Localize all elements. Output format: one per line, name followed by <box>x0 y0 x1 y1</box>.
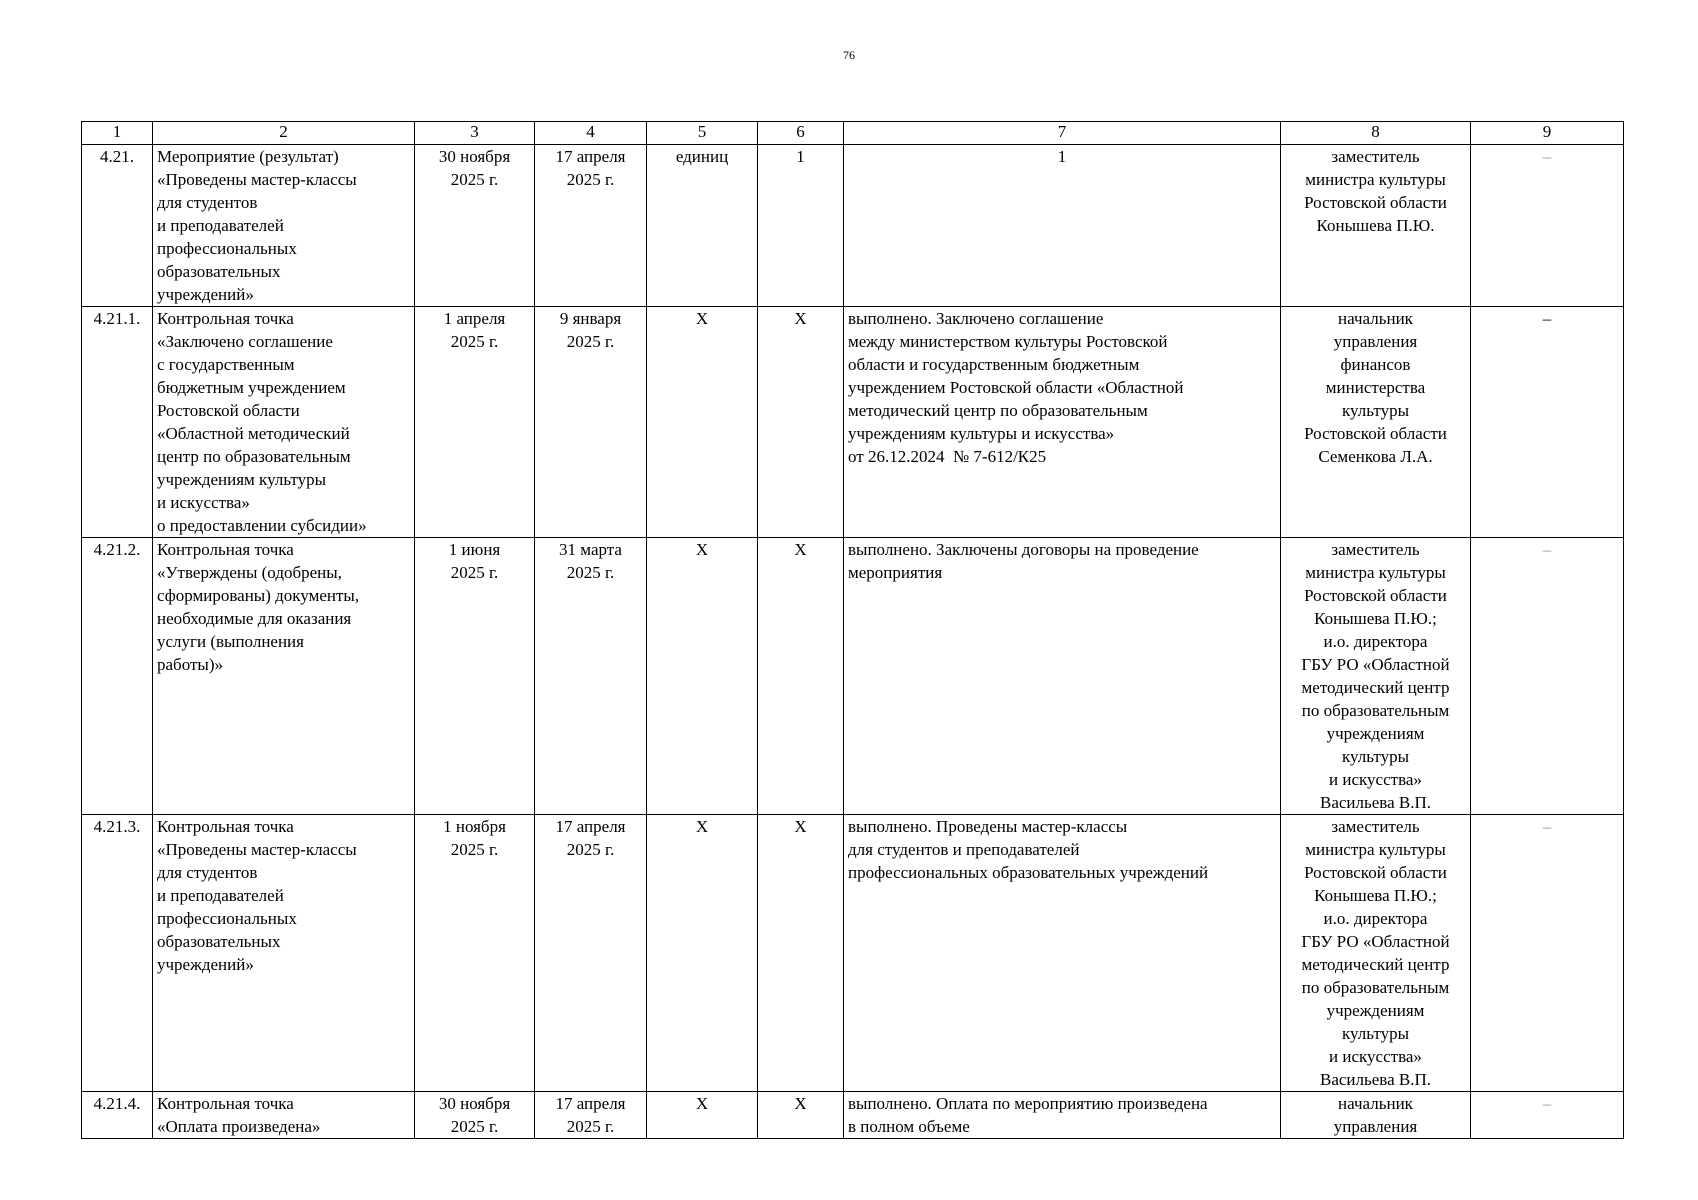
plan-table <box>81 121 1624 1139</box>
text-line: между министерством культуры Ростовской <box>848 332 1168 351</box>
text-line: методический центр <box>1301 678 1450 697</box>
text-line: выполнено. Заключены договоры на проведение <box>848 540 1199 559</box>
text-line: профессиональных образовательных учреждений <box>848 863 1209 882</box>
plan-value-cell: Х <box>758 538 844 815</box>
text-line: учреждением Ростовской области «Областной <box>848 378 1184 397</box>
plan-date-cell <box>415 538 535 815</box>
note-cell: – <box>1471 145 1624 307</box>
fact-cell <box>844 1092 1281 1139</box>
text-line: мероприятия <box>848 563 943 582</box>
text-line: учреждений» <box>157 955 254 974</box>
text-line: 9 января <box>559 309 622 328</box>
text-line: учреждениям <box>1326 724 1425 743</box>
text-line: министра культуры <box>1305 170 1446 189</box>
table-row <box>82 1092 1624 1139</box>
text-line: управления <box>1333 332 1418 351</box>
text-line: по образовательным <box>1301 701 1450 720</box>
text-line: Мероприятие (результат) <box>157 147 339 166</box>
column-header: 8 <box>1281 122 1471 145</box>
plan-date-cell <box>415 815 535 1092</box>
text-line: Семенкова Л.А. <box>1318 447 1433 466</box>
text-line: профессиональных <box>157 239 297 258</box>
text-line: Ростовской области <box>1304 193 1447 212</box>
text-line: ГБУ РО «Областной <box>1301 932 1450 951</box>
text-line: по образовательным <box>1301 978 1450 997</box>
text-line: «Областной методический <box>157 424 350 443</box>
text-line: для студентов и преподавателей <box>848 840 1080 859</box>
text-line: Контрольная точка <box>157 817 294 836</box>
plan-date-cell <box>415 307 535 538</box>
text-line: образовательных <box>157 262 281 281</box>
text-line: 1 <box>1057 147 1067 166</box>
unit-cell: Х <box>647 1092 758 1139</box>
responsible-cell <box>1281 1092 1471 1139</box>
fact-date-cell <box>535 538 647 815</box>
text-line: культуры <box>1342 1024 1409 1043</box>
note-cell: – <box>1471 307 1624 538</box>
text-line: 2025 г. <box>566 170 615 189</box>
text-line: Ростовской области <box>1304 424 1447 443</box>
text-line: учреждениям культуры <box>157 470 327 489</box>
column-header: 9 <box>1471 122 1624 145</box>
text-line: 2025 г. <box>450 840 499 859</box>
table-row <box>82 815 1624 1092</box>
text-line: бюджетным учреждением <box>157 378 346 397</box>
text-line: 1 ноября <box>443 817 506 836</box>
text-line: ГБУ РО «Областной <box>1301 655 1450 674</box>
table-header-row <box>82 122 1624 145</box>
text-line: центр по образовательным <box>157 447 351 466</box>
row-number: 4.21. <box>82 145 153 307</box>
plan-value-cell: Х <box>758 307 844 538</box>
plan-date-cell <box>415 1092 535 1139</box>
text-line: с государственным <box>157 355 295 374</box>
responsible-cell <box>1281 538 1471 815</box>
row-number: 4.21.3. <box>82 815 153 1092</box>
unit-cell: Х <box>647 538 758 815</box>
text-line: от 26.12.2024 № 7-612/К25 <box>848 447 1047 466</box>
text-line: учреждений» <box>157 285 254 304</box>
text-line: Конышева П.Ю. <box>1316 216 1435 235</box>
text-line: учреждениям культуры и искусства» <box>848 424 1115 443</box>
note-cell: – <box>1471 538 1624 815</box>
text-line: 2025 г. <box>450 1117 499 1136</box>
text-line: Ростовской области <box>1304 586 1447 605</box>
row-number: 4.21.4. <box>82 1092 153 1139</box>
text-line: Контрольная точка <box>157 309 294 328</box>
text-line: «Оплата произведена» <box>157 1117 321 1136</box>
column-header: 2 <box>153 122 415 145</box>
column-header: 1 <box>82 122 153 145</box>
responsible-cell <box>1281 815 1471 1092</box>
text-line: «Проведены мастер-классы <box>157 170 357 189</box>
text-line: для студентов <box>157 863 258 882</box>
text-line: сформированы) документы, <box>157 586 360 605</box>
text-line: 1 июня <box>448 540 501 559</box>
plan-date-cell <box>415 145 535 307</box>
text-line: финансов <box>1340 355 1411 374</box>
text-line: 30 ноября <box>438 147 511 166</box>
row-number: 4.21.2. <box>82 538 153 815</box>
text-line: методический центр по образовательным <box>848 401 1148 420</box>
text-line: выполнено. Заключено соглашение <box>848 309 1104 328</box>
text-line: и искусства» <box>1329 770 1422 789</box>
table-row <box>82 145 1624 307</box>
text-line: 30 ноября <box>438 1094 511 1113</box>
text-line: 2025 г. <box>450 563 499 582</box>
text-line: 17 апреля <box>555 1094 626 1113</box>
text-line: «Проведены мастер-классы <box>157 840 357 859</box>
text-line: министра культуры <box>1305 840 1446 859</box>
text-line: выполнено. Оплата по мероприятию произведена <box>848 1094 1208 1113</box>
text-line: 2025 г. <box>450 170 499 189</box>
plan-value-cell: Х <box>758 815 844 1092</box>
event-name-cell <box>153 1092 415 1139</box>
column-header: 5 <box>647 122 758 145</box>
text-line: культуры <box>1342 747 1409 766</box>
text-line: Конышева П.Ю.; <box>1314 886 1437 905</box>
fact-cell <box>844 538 1281 815</box>
text-line: Ростовской области <box>1304 863 1447 882</box>
text-line: и.о. директора <box>1323 632 1428 651</box>
column-header: 7 <box>844 122 1281 145</box>
text-line: методический центр <box>1301 955 1450 974</box>
text-line: заместитель <box>1331 817 1420 836</box>
text-line: и искусства» <box>1329 1047 1422 1066</box>
text-line: необходимые для оказания <box>157 609 352 628</box>
text-line: профессиональных <box>157 909 297 928</box>
plan-value-cell: Х <box>758 1092 844 1139</box>
text-line: начальник <box>1338 309 1413 328</box>
fact-date-cell <box>535 815 647 1092</box>
plan-value-cell: 1 <box>758 145 844 307</box>
text-line: и преподавателей <box>157 886 284 905</box>
text-line: Конышева П.Ю.; <box>1314 609 1437 628</box>
row-number: 4.21.1. <box>82 307 153 538</box>
unit-cell: единиц <box>647 145 758 307</box>
unit-cell: Х <box>647 307 758 538</box>
table-row <box>82 538 1624 815</box>
text-line: Васильева В.П. <box>1319 1070 1432 1089</box>
text-line: и.о. директора <box>1323 909 1428 928</box>
text-line: начальник <box>1338 1094 1413 1113</box>
text-line: министерства <box>1325 378 1426 397</box>
text-line: в полном объеме <box>848 1117 970 1136</box>
text-line: о предоставлении субсидии» <box>157 516 367 535</box>
text-line: Васильева В.П. <box>1319 793 1432 812</box>
text-line: образовательных <box>157 932 281 951</box>
event-name-cell <box>153 815 415 1092</box>
note-cell: – <box>1471 1092 1624 1139</box>
text-line: и искусства» <box>157 493 250 512</box>
text-line: заместитель <box>1331 540 1420 559</box>
text-line: 2025 г. <box>566 563 615 582</box>
text-line: культуры <box>1342 401 1409 420</box>
fact-date-cell <box>535 145 647 307</box>
text-line: учреждениям <box>1326 1001 1425 1020</box>
text-line: области и государственным бюджетным <box>848 355 1140 374</box>
event-name-cell <box>153 307 415 538</box>
text-line: заместитель <box>1331 147 1420 166</box>
text-line: Контрольная точка <box>157 540 294 559</box>
text-line: выполнено. Проведены мастер-классы <box>848 817 1128 836</box>
text-line: Ростовской области <box>157 401 300 420</box>
text-line: «Утверждены (одобрены, <box>157 563 342 582</box>
text-line: 2025 г. <box>566 1117 615 1136</box>
note-cell: – <box>1471 815 1624 1092</box>
text-line: 17 апреля <box>555 147 626 166</box>
page-number: 76 <box>843 48 855 62</box>
text-line: 2025 г. <box>566 840 615 859</box>
text-line: управления <box>1333 1117 1418 1136</box>
column-header: 6 <box>758 122 844 145</box>
text-line: Контрольная точка <box>157 1094 294 1113</box>
unit-cell: Х <box>647 815 758 1092</box>
fact-cell <box>844 307 1281 538</box>
column-header: 3 <box>415 122 535 145</box>
column-header: 4 <box>535 122 647 145</box>
event-name-cell <box>153 145 415 307</box>
text-line: «Заключено соглашение <box>157 332 333 351</box>
text-line: 17 апреля <box>555 817 626 836</box>
fact-cell <box>844 145 1281 307</box>
text-line: 2025 г. <box>450 332 499 351</box>
text-line: 1 апреля <box>443 309 506 328</box>
responsible-cell <box>1281 307 1471 538</box>
text-line: 2025 г. <box>566 332 615 351</box>
text-line: министра культуры <box>1305 563 1446 582</box>
text-line: услуги (выполнения <box>157 632 304 651</box>
text-line: и преподавателей <box>157 216 284 235</box>
fact-date-cell <box>535 1092 647 1139</box>
fact-date-cell <box>535 307 647 538</box>
text-line: для студентов <box>157 193 258 212</box>
responsible-cell <box>1281 145 1471 307</box>
text-line: 31 марта <box>559 540 622 559</box>
text-line: работы)» <box>157 655 223 674</box>
event-name-cell <box>153 538 415 815</box>
table-row <box>82 307 1624 538</box>
fact-cell <box>844 815 1281 1092</box>
